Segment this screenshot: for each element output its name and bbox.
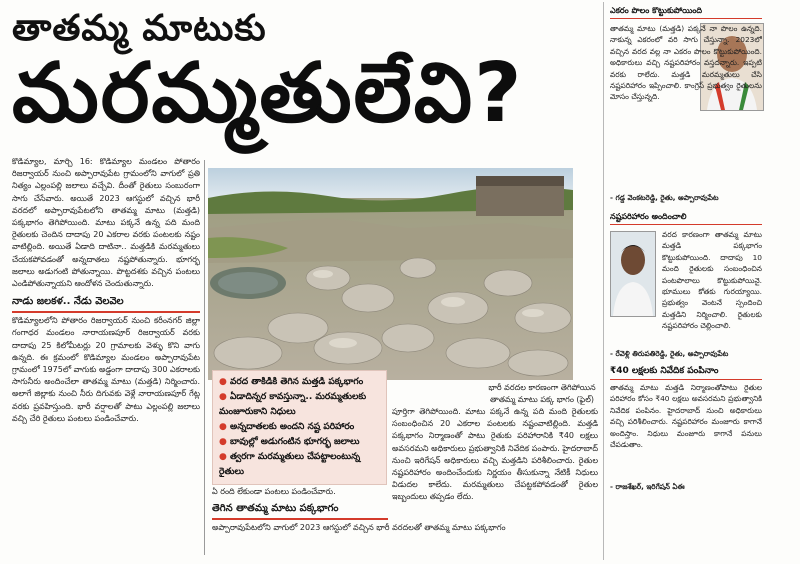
column-3: పూర్తిగా తెగిపోయింది. మాటు పక్కనే ఉన్న పది మంది రైతులకు సంబంధించిన 20 ఎకరాల పంటలకు నష్టంవాటిల్లింది. మత్తడి పక్కభాగం నిర్మాణంతో పాటు రైతుకు పరిహారానికి ₹40 లక్షలు అవసరమని అధికారులు ప్రభుత్వానికి నివేదిక పంపారు. హైదరాబాద్ నుంచి ఇరిగేషన్ అధికారులు వచ్చి మత్తడిని పరిశీలించారు. రైతుల నష్టపరిహారం అందించేందుకు నిర్ణయం తీసుకున్నా నేటికీ నిధులు విడుదల కాలేదు. మరమ్మతులు చేపట్టకపోవడంతో రైతుల ఇబ్బందులు తప్పడం లేదు. xyxy=(392,407,598,502)
highlight-item: ● ఏడాదిన్నర కావస్తున్నా.. మరమ్మతులకు మంజూరుకాని నిధులు xyxy=(219,392,367,417)
subhead-tegina: తెగిన తాతమ్మ మాటు పక్కభాగం xyxy=(212,500,388,520)
person-photo-icon xyxy=(611,232,655,316)
sidebar-sign-2: - రేవెళ్లి తిరుపతిరెడ్డి, రైతు, అప్పారావుపేట xyxy=(610,349,729,358)
headline-line2: మరమ్మతులేవి? xyxy=(12,46,524,141)
column-1 xyxy=(12,156,200,558)
sidebar-text-2: వరద కారణంగా తాతమ్మ మాటు మత్తడి పక్కభాగం కొట్టుకుపోయింది. దాదాపు 10 మంది రైతులకు సంబంధించిన పంటపొలాలు కొట్టుకుపోయినై. భూములు కోతకు గురయ్యాయి. ప్రభుత్వం వెంటనే స్పందించి మత్తడిని నిర్మించాలి. రైతులకు నష్టపరిహారం చెల్లించాలి. xyxy=(662,230,762,331)
bullet-icon: ● xyxy=(219,422,230,432)
intro-paragraph: కొడిమ్యాల, మార్చి 16: కొడిమ్యాల మండలం పోతారం రిజర్వాయర్ నుంచి అప్పారావుపేట గ్రామంలోని వాగులో ప్రతి నిత్యం ఎల్లంపల్లి జలాలు వచ్చేవి. దీంతో రైతులు సంబురంగా సాగు చేసేవారు. అయితే 2023 ఆగస్టులో వచ్చిన భారీ వరదలో అప్పారావుపేటలోని తాతమ్మ మాటు (మత్తడి) పక్కభాగం తెగిపోయింది. మాటు పక్కనే ఉన్న పది మంది రైతులకు చెందిన దాదాపు 20 ఎకరాల వరకు పంటలకు నష్టం వాటిల్లింది. అయితే ఏడాది దాటినా.. మత్తడికి మరమ్మతులు చేయకపోవడంతో అన్నదాతలు నష్టపోతున్నారు. భూగర్భ జలాలు అడుగంటి పోతున్నాయి. పొట్టదశకు వచ్చిన పంటలు ఎండిపోతున్నాయని ఆందోళన చెందుతున్నారు. xyxy=(12,157,200,289)
highlight-item: ● త్వరగా మరమ్మతులు చేపట్టాలంటున్న రైతులు xyxy=(219,452,361,477)
body-paragraph: కొడిమ్యాలలోని పోతారం రిజర్వాయర్ నుంచి కరీంనగర్ జిల్లా గంగాధర మండలం నారాయణపూర్ రిజర్వాయర్ వరకు దాదాపు 25 కిలోమీటర్లు 20 గ్రామాలకు వెళ్ళు కొని వాగు ఉన్నది. ఈ క్రమంలో కొడిమ్యాల మండలం అప్పారావుపేట గ్రామంలో 1975లో వాగుకు అడ్డంగా దాదాపు 300 ఎకరాలకు సాగునీరు అందించేలా తాతమ్మ మాటు (మత్తడి) నిర్మించారు. అలాగే జిల్లాకు నుంచి నీరు దిగువకు వెళ్లే నారాయణపూర్ గేట్ల వరకు ప్రవహిస్తుంది. భారీ వర్షాలతో పాటు ఎల్లంపల్లి జలాలు వచ్చి చేరి రైతులు పంటలు పండించేవారు. xyxy=(12,316,200,423)
sidebar-head-2: నష్టపరిహారం అందించాలి xyxy=(610,212,762,225)
bullet-icon: ● xyxy=(219,377,230,387)
headline-line1: తాతమ్మ మాటుకు xyxy=(12,8,267,49)
sidebar-head-3: ₹40 లక్షలకు నివేదిక పంపినాం xyxy=(610,366,762,380)
column-divider xyxy=(204,160,205,555)
sidebar xyxy=(603,2,766,560)
bullet-icon: ● xyxy=(219,437,230,447)
sidebar-head-1: ఎకరం పొలం కొట్టుకుపోయింది xyxy=(610,6,762,19)
highlights-box xyxy=(212,370,387,485)
under-box-text xyxy=(212,486,388,522)
under-box-line: ఏ రంది లేకుండా పంటలు పండించేవారు. xyxy=(212,487,336,496)
bullet-icon: ● xyxy=(219,452,230,462)
river-photo xyxy=(208,168,573,380)
photo-caption: భారీ వరదల కారణంగా తెగిపోయిన తాతమ్మ మాటు పక్క భాగం (ఫైల్) xyxy=(488,383,596,404)
bullet-icon: ● xyxy=(219,392,230,402)
farmer-portrait-2 xyxy=(610,231,656,317)
dry-riverbed-image xyxy=(208,168,573,380)
bottom-paragraph: అప్పారావుపేటలోని వాగులో 2023 ఆగస్టులో వచ్చిన భారీ వరదలతో తాతమ్మ మాటు పక్కభాగం xyxy=(212,523,506,532)
sidebar-text-3: తాతమ్మ మాటు మత్తడి నిర్మాణంతోపాటు రైతుల పరిహారం కోసం ₹40 లక్షలు అవసరమని ప్రభుత్వానికి నివేదిక పంపినం. హైదరాబాద్ నుంచి అధికారులు వచ్చి పరిశీలించారు. నష్టపరిహారం మంజూరు కాగానే అందిస్తాం. నిధులు మంజూరు కాగానే పనులు చేపడుతాం. xyxy=(610,383,762,450)
sidebar-sign-3: - రాజశేఖర్, ఇరిగేషన్ ఏఈ xyxy=(610,482,685,491)
subhead-nadu: నాడు జలకళ.. నేడు వెలవెల xyxy=(12,293,200,313)
highlight-item: ● వరద తాకిడికి తెగిన మత్తడి పక్కభాగం xyxy=(219,377,364,387)
highlight-item: ● బావుల్లో అడుగంటిన భూగర్భ జలాలు xyxy=(219,437,360,447)
sidebar-sign-1: - గడ్డ వెంకటరెడ్డి, రైతు, అప్పారావుపేట xyxy=(610,193,719,202)
sidebar-text-1: తాతమ్మ మాటు (మత్తడి) పక్కనే నా పొలం ఉన్నది. నాకున్న ఎకరంలో వరి సాగు చేస్తున్నా. 2023లో వచ్చిన వరద వల్ల నా ఎకరం పొలం కొట్టుకుపోయింది. అధికారులు వచ్చి నష్టపరిహారం వస్తదన్నారు. ఇప్పటి వరకు రాలేదు. మత్తడి మరమ్మతులు చేసి నష్టపరిహారం ఇప్పించాలి. కాంగ్రెస్ ప్రభుత్వం రైతులను మోసం చేస్తున్నది. xyxy=(610,24,762,102)
highlight-item: ● అన్నదాతలకు అందని నష్ట పరిహారం xyxy=(219,422,355,432)
